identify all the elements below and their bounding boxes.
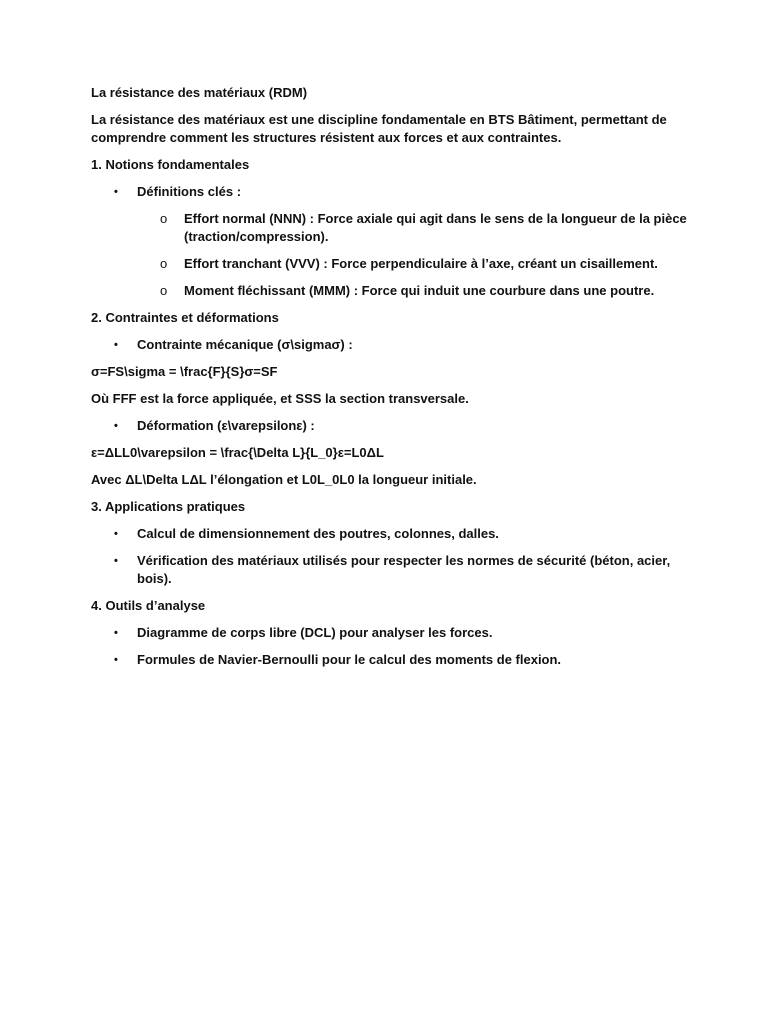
intro-paragraph: La résistance des matériaux est une discipline fondamentale en BTS Bâtiment, permettant de comprendre comment les structures résistent aux forces et aux contraintes. — [91, 112, 667, 145]
bullet-icon: • — [114, 528, 118, 540]
document-title: La résistance des matériaux (RDM) — [91, 85, 308, 100]
document-page — [91, 84, 691, 678]
list-item-label: Déformation (ε\varepsilonε) : — [137, 418, 315, 433]
bullet-icon: • — [114, 555, 118, 567]
list-item-label: Définitions clés : — [137, 184, 242, 199]
list-item — [91, 525, 691, 543]
bullet-icon: • — [114, 339, 118, 351]
list-item-label: Vérification des matériaux utilisés pour respecter les normes de sécurité (béton, acier, bois). — [137, 553, 671, 586]
bullet-icon: • — [114, 420, 118, 432]
list-item-label: Formules de Navier-Bernoulli pour le calcul des moments de flexion. — [137, 652, 562, 667]
sub-list-item-label: Moment fléchissant (MMM) : Force qui induit une courbure dans une poutre. — [184, 283, 655, 298]
circle-bullet-icon: o — [160, 256, 168, 271]
formula-strain: ε=ΔLL0\varepsilon = \frac{\Delta L}{L_0}ε=L0ΔL — [91, 445, 384, 460]
list-item-definitions — [91, 183, 691, 201]
list-item — [91, 552, 691, 588]
bullet-icon: • — [114, 654, 118, 666]
formula-stress-explanation: Où FFF est la force appliquée, et SSS la section transversale. — [91, 391, 469, 406]
list-item — [91, 651, 691, 669]
formula-stress: σ=FS\sigma = \frac{F}{S}σ=SF — [91, 364, 278, 379]
sub-list-item — [91, 282, 691, 300]
sub-list-item — [91, 255, 691, 273]
circle-bullet-icon: o — [160, 283, 168, 298]
sub-list-item — [91, 210, 691, 246]
list-item-label: Diagramme de corps libre (DCL) pour analyser les forces. — [137, 625, 493, 640]
section-1-heading: 1. Notions fondamentales — [91, 157, 250, 172]
circle-bullet-icon: o — [160, 211, 168, 226]
section-3-heading: 3. Applications pratiques — [91, 499, 246, 514]
list-item-label: Calcul de dimensionnement des poutres, colonnes, dalles. — [137, 526, 499, 541]
formula-strain-explanation: Avec ΔL\Delta LΔL l’élongation et L0L_0L0 la longueur initiale. — [91, 472, 477, 487]
bullet-icon: • — [114, 186, 118, 198]
list-item-contrainte — [91, 336, 691, 354]
sub-list-item-label: Effort normal (NNN) : Force axiale qui agit dans le sens de la longueur de la pièce (traction/compression). — [184, 211, 687, 244]
list-item-deformation — [91, 417, 691, 435]
list-item — [91, 624, 691, 642]
bullet-icon: • — [114, 627, 118, 639]
list-item-label: Contrainte mécanique (σ\sigmaσ) : — [137, 337, 353, 352]
section-2-heading: 2. Contraintes et déformations — [91, 310, 279, 325]
sub-list-item-label: Effort tranchant (VVV) : Force perpendiculaire à l’axe, créant un cisaillement. — [184, 256, 658, 271]
section-4-heading: 4. Outils d’analyse — [91, 598, 206, 613]
